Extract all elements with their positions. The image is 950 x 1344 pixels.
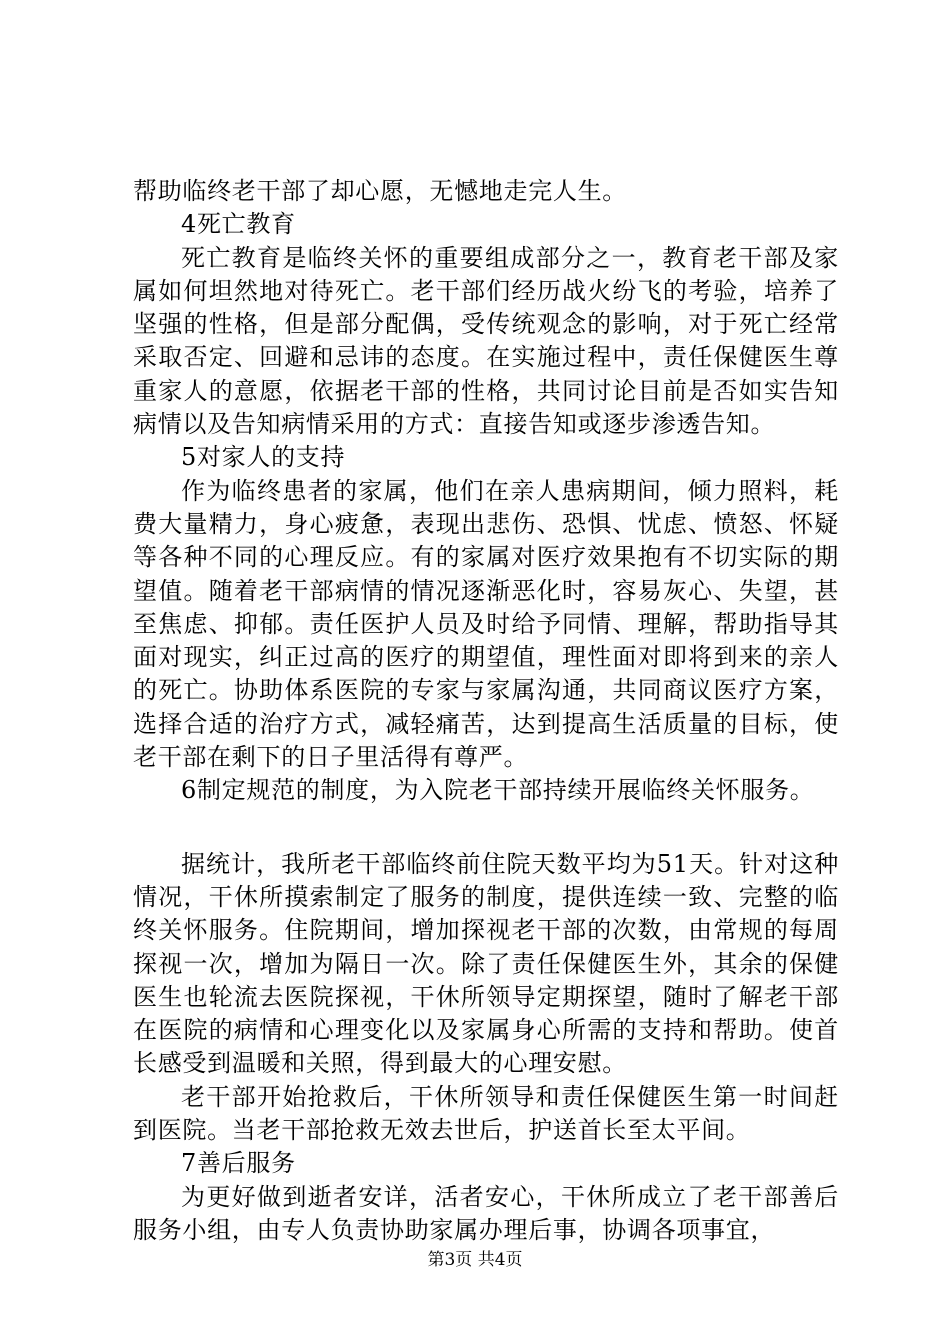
paragraph-death-education: 死亡教育是临终关怀的重要组成部分之一，教育老干部及家属如何坦然地对待死亡。老干部们经历战火纷飞的考验，培养了坚强的性格，但是部分配偶，受传统观念的影响，对于死亡经常采取否定、回避和忌讳的态度。在实施过程中，责任保健医生尊重家人的意愿，依据老干部的性格，共同讨论目前是否如实告知病情以及告知病情采用的方式：直接告知或逐步渗透告知。 xyxy=(133,243,839,439)
paragraph-family-support: 作为临终患者的家属，他们在亲人患病期间，倾力照料，耗费大量精力，身心疲惫，表现出悲伤、恐惧、忧虑、愤怒、怀疑等各种不同的心理反应。有的家属对医疗效果抱有不切实际的期望值。随着老干部病情的情况逐渐恶化时，容易灰心、失望，甚至焦虑、抑郁。责任医护人员及时给予同情、理解，帮助指导其面对现实，纠正过高的医疗的期望值，理性面对即将到来的亲人的死亡。协助体系医院的专家与家属沟通，共同商议医疗方案，选择合适的治疗方式，减轻痛苦，达到提高生活质量的目标，使老干部在剩下的日子里活得有尊严。 xyxy=(133,476,839,772)
page-number-footer: 第3页 共4页 xyxy=(427,1250,523,1270)
document-body xyxy=(133,175,839,1247)
section-heading-4: 4死亡教育 xyxy=(181,210,296,239)
paragraph-continuation: 帮助临终老干部了却心愿，无憾地走完人生。 xyxy=(133,177,627,205)
paragraph-gap xyxy=(133,808,839,848)
paragraph-rescue: 老干部开始抢救后，干休所领导和责任保健医生第一时间赶到医院。当老干部抢救无效去世后，护送首长至太平间。 xyxy=(133,1082,839,1145)
section-heading-6: 6制定规范的制度，为入院老干部持续开展临终关怀服务。 xyxy=(181,776,815,805)
section-heading-5: 5对家人的支持 xyxy=(181,443,346,472)
section-heading-7: 7善后服务 xyxy=(181,1149,296,1178)
paragraph-statistics: 据统计，我所老干部临终前住院天数平均为51天。针对这种情况，干休所摸索制定了服务的制度，提供连续一致、完整的临终关怀服务。住院期间，增加探视老干部的次数，由常规的每周探视一次，增加为隔日一次。除了责任保健医生外，其余的保健医生也轮流去医院探视，干休所领导定期探望，随时了解老干部在医院的病情和心理变化以及家属身心所需的支持和帮助。使首长感受到温暖和关照，得到最大的心理安慰。 xyxy=(133,849,839,1078)
paragraph-aftercare: 为更好做到逝者安详，活者安心，干休所成立了老干部善后服务小组，由专人负责协助家属办理后事，协调各项事宜， xyxy=(133,1182,839,1244)
